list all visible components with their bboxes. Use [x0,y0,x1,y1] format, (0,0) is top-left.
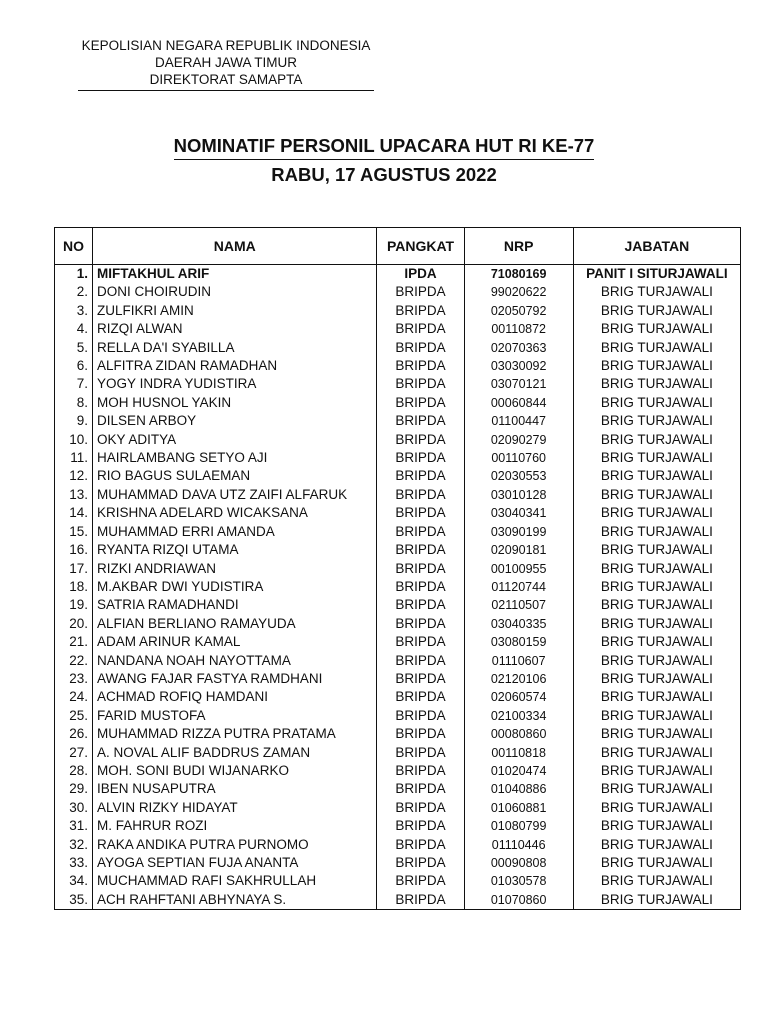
table-row [55,725,741,743]
table-body [55,265,741,910]
cell-nrp: 02070363 [464,339,573,357]
cell-no: 19. [55,596,93,614]
cell-nama: RIZQI ALWAN [93,320,377,338]
cell-no: 8. [55,394,93,412]
cell-nama: ZULFIKRI AMIN [93,302,377,320]
document-title-date: RABU, 17 AGUSTUS 2022 [271,164,497,185]
cell-nama: RIZKI ANDRIAWAN [93,560,377,578]
cell-nama: NANDANA NOAH NAYOTTAMA [93,652,377,670]
cell-no: 10. [55,431,93,449]
cell-pangkat: BRIPDA [377,541,464,559]
cell-nrp: 03030092 [464,357,573,375]
cell-jabatan: BRIG TURJAWALI [573,541,740,559]
cell-jabatan: BRIG TURJAWALI [573,872,740,890]
cell-pangkat: BRIPDA [377,817,464,835]
cell-no: 28. [55,762,93,780]
cell-nrp: 01100447 [464,412,573,430]
cell-pangkat: BRIPDA [377,652,464,670]
cell-nrp: 02090279 [464,431,573,449]
cell-no: 30. [55,799,93,817]
table-row [55,541,741,559]
cell-jabatan: BRIG TURJAWALI [573,891,740,910]
cell-jabatan: BRIG TURJAWALI [573,504,740,522]
cell-pangkat: BRIPDA [377,799,464,817]
cell-nama: ALFITRA ZIDAN RAMADHAN [93,357,377,375]
cell-pangkat: BRIPDA [377,412,464,430]
cell-nama: HAIRLAMBANG SETYO AJI [93,449,377,467]
cell-no: 25. [55,707,93,725]
cell-nama: ACH RAHFTANI ABHYNAYA S. [93,891,377,910]
cell-no: 3. [55,302,93,320]
cell-no: 5. [55,339,93,357]
table-row [55,744,741,762]
cell-nrp: 01030578 [464,872,573,890]
cell-nrp: 00100955 [464,560,573,578]
cell-pangkat: BRIPDA [377,560,464,578]
cell-pangkat: BRIPDA [377,762,464,780]
cell-pangkat: BRIPDA [377,891,464,910]
cell-no: 2. [55,283,93,301]
cell-nrp: 00110872 [464,320,573,338]
cell-jabatan: BRIG TURJAWALI [573,633,740,651]
cell-no: 16. [55,541,93,559]
cell-jabatan: BRIG TURJAWALI [573,799,740,817]
cell-pangkat: BRIPDA [377,780,464,798]
cell-nama: ALFIAN BERLIANO RAMAYUDA [93,615,377,633]
cell-pangkat: BRIPDA [377,707,464,725]
cell-nrp: 01080799 [464,817,573,835]
document-title [0,134,768,187]
cell-no: 33. [55,854,93,872]
letterhead-institution: KEPOLISIAN NEGARA REPUBLIK INDONESIA [81,38,371,53]
table-row [55,394,741,412]
cell-nama: RELLA DA'I SYABILLA [93,339,377,357]
cell-jabatan: BRIG TURJAWALI [573,854,740,872]
cell-nrp: 03040341 [464,504,573,522]
cell-pangkat: BRIPDA [377,670,464,688]
cell-jabatan: BRIG TURJAWALI [573,578,740,596]
cell-no: 11. [55,449,93,467]
table-row [55,891,741,910]
table-row [55,762,741,780]
cell-no: 12. [55,467,93,485]
cell-pangkat: BRIPDA [377,394,464,412]
cell-no: 27. [55,744,93,762]
cell-pangkat: BRIPDA [377,431,464,449]
cell-nama: ACHMAD ROFIQ HAMDANI [93,688,377,706]
table-row [55,578,741,596]
cell-nrp: 03080159 [464,633,573,651]
cell-pangkat: BRIPDA [377,725,464,743]
cell-nama: MUHAMMAD RIZZA PUTRA PRATAMA [93,725,377,743]
table-row [55,596,741,614]
cell-nrp: 02050792 [464,302,573,320]
table-row [55,872,741,890]
cell-pangkat: IPDA [377,265,464,284]
cell-no: 21. [55,633,93,651]
cell-nama: IBEN NUSAPUTRA [93,780,377,798]
cell-jabatan: BRIG TURJAWALI [573,836,740,854]
cell-nrp: 01060881 [464,799,573,817]
cell-jabatan: PANIT I SITURJAWALI [573,265,740,284]
cell-nama: MIFTAKHUL ARIF [93,265,377,284]
cell-no: 7. [55,375,93,393]
cell-no: 32. [55,836,93,854]
cell-nama: MUCHAMMAD RAFI SAKHRULLAH [93,872,377,890]
table-row [55,467,741,485]
cell-jabatan: BRIG TURJAWALI [573,486,740,504]
cell-nama: ALVIN RIZKY HIDAYAT [93,799,377,817]
header-nrp: NRP [464,228,573,265]
cell-jabatan: BRIG TURJAWALI [573,375,740,393]
table-row [55,339,741,357]
cell-nrp: 00110760 [464,449,573,467]
cell-pangkat: BRIPDA [377,744,464,762]
table-row [55,780,741,798]
table-row [55,707,741,725]
cell-pangkat: BRIPDA [377,283,464,301]
cell-no: 26. [55,725,93,743]
cell-nama: RYANTA RIZQI UTAMA [93,541,377,559]
cell-no: 9. [55,412,93,430]
table-row [55,633,741,651]
cell-nama: MUHAMMAD DAVA UTZ ZAIFI ALFARUK [93,486,377,504]
cell-jabatan: BRIG TURJAWALI [573,670,740,688]
cell-nrp: 01110607 [464,652,573,670]
cell-nrp: 03090199 [464,523,573,541]
cell-nama: KRISHNA ADELARD WICAKSANA [93,504,377,522]
cell-no: 14. [55,504,93,522]
cell-jabatan: BRIG TURJAWALI [573,780,740,798]
cell-nama: M. FAHRUR ROZI [93,817,377,835]
cell-nrp: 01020474 [464,762,573,780]
cell-jabatan: BRIG TURJAWALI [573,652,740,670]
table-row [55,486,741,504]
table-header-row [55,228,741,265]
cell-jabatan: BRIG TURJAWALI [573,523,740,541]
cell-nrp: 01040886 [464,780,573,798]
cell-pangkat: BRIPDA [377,375,464,393]
cell-no: 18. [55,578,93,596]
table-row [55,449,741,467]
cell-jabatan: BRIG TURJAWALI [573,817,740,835]
cell-nama: M.AKBAR DWI YUDISTIRA [93,578,377,596]
cell-nrp: 02110507 [464,596,573,614]
header-jabatan: JABATAN [573,228,740,265]
table-row [55,375,741,393]
cell-nrp: 01120744 [464,578,573,596]
cell-nama: SATRIA RAMADHANDI [93,596,377,614]
cell-jabatan: BRIG TURJAWALI [573,707,740,725]
cell-no: 15. [55,523,93,541]
cell-pangkat: BRIPDA [377,302,464,320]
cell-no: 31. [55,817,93,835]
table-row [55,357,741,375]
cell-nama: DONI CHOIRUDIN [93,283,377,301]
cell-jabatan: BRIG TURJAWALI [573,394,740,412]
cell-nrp: 03010128 [464,486,573,504]
cell-jabatan: BRIG TURJAWALI [573,357,740,375]
cell-nrp: 03040335 [464,615,573,633]
cell-nama: MUHAMMAD ERRI AMANDA [93,523,377,541]
cell-no: 4. [55,320,93,338]
cell-no: 17. [55,560,93,578]
cell-nrp: 02060574 [464,688,573,706]
document-title-main: NOMINATIF PERSONIL UPACARA HUT RI KE-77 [174,134,595,160]
cell-nama: FARID MUSTOFA [93,707,377,725]
header-nama: NAMA [93,228,377,265]
cell-jabatan: BRIG TURJAWALI [573,449,740,467]
cell-jabatan: BRIG TURJAWALI [573,320,740,338]
header-no: NO [55,228,93,265]
table-row [55,817,741,835]
cell-jabatan: BRIG TURJAWALI [573,560,740,578]
cell-nrp: 02090181 [464,541,573,559]
cell-pangkat: BRIPDA [377,320,464,338]
cell-pangkat: BRIPDA [377,467,464,485]
table-row [55,670,741,688]
cell-no: 1. [55,265,93,284]
cell-nama: YOGY INDRA YUDISTIRA [93,375,377,393]
table-row [55,652,741,670]
cell-jabatan: BRIG TURJAWALI [573,744,740,762]
cell-no: 22. [55,652,93,670]
cell-pangkat: BRIPDA [377,357,464,375]
table-row [55,615,741,633]
cell-pangkat: BRIPDA [377,486,464,504]
cell-nrp: 02100334 [464,707,573,725]
table-row [55,560,741,578]
cell-nama: MOH. SONI BUDI WIJANARKO [93,762,377,780]
cell-nama: ADAM ARINUR KAMAL [93,633,377,651]
table-row [55,523,741,541]
cell-nrp: 00080860 [464,725,573,743]
cell-no: 20. [55,615,93,633]
cell-nama: RIO BAGUS SULAEMAN [93,467,377,485]
cell-no: 23. [55,670,93,688]
cell-nrp: 71080169 [464,265,573,284]
table-row [55,283,741,301]
cell-nama: OKY ADITYA [93,431,377,449]
cell-jabatan: BRIG TURJAWALI [573,339,740,357]
cell-jabatan: BRIG TURJAWALI [573,596,740,614]
cell-no: 35. [55,891,93,910]
header-pangkat: PANGKAT [377,228,464,265]
table-row [55,320,741,338]
table-row [55,854,741,872]
cell-no: 6. [55,357,93,375]
cell-jabatan: BRIG TURJAWALI [573,615,740,633]
cell-nama: MOH HUSNOL YAKIN [93,394,377,412]
cell-jabatan: BRIG TURJAWALI [573,283,740,301]
cell-no: 24. [55,688,93,706]
table-row [55,431,741,449]
cell-no: 29. [55,780,93,798]
cell-pangkat: BRIPDA [377,449,464,467]
cell-pangkat: BRIPDA [377,523,464,541]
cell-pangkat: BRIPDA [377,854,464,872]
cell-nrp: 00090808 [464,854,573,872]
cell-nama: A. NOVAL ALIF BADDRUS ZAMAN [93,744,377,762]
cell-nama: DILSEN ARBOY [93,412,377,430]
cell-jabatan: BRIG TURJAWALI [573,762,740,780]
cell-jabatan: BRIG TURJAWALI [573,412,740,430]
cell-jabatan: BRIG TURJAWALI [573,725,740,743]
cell-no: 34. [55,872,93,890]
table-row [55,412,741,430]
cell-nrp: 02120106 [464,670,573,688]
cell-pangkat: BRIPDA [377,688,464,706]
table-row [55,504,741,522]
letterhead [78,37,374,91]
personnel-table [54,227,741,910]
table-row [55,302,741,320]
cell-nama: RAKA ANDIKA PUTRA PURNOMO [93,836,377,854]
cell-nama: AWANG FAJAR FASTYA RAMDHANI [93,670,377,688]
table-row [55,265,741,284]
cell-nama: AYOGA SEPTIAN FUJA ANANTA [93,854,377,872]
cell-nrp: 02030553 [464,467,573,485]
cell-nrp: 01070860 [464,891,573,910]
cell-pangkat: BRIPDA [377,578,464,596]
cell-nrp: 03070121 [464,375,573,393]
cell-pangkat: BRIPDA [377,596,464,614]
cell-pangkat: BRIPDA [377,633,464,651]
cell-pangkat: BRIPDA [377,872,464,890]
cell-pangkat: BRIPDA [377,339,464,357]
cell-pangkat: BRIPDA [377,615,464,633]
cell-pangkat: BRIPDA [377,504,464,522]
cell-nrp: 00110818 [464,744,573,762]
cell-jabatan: BRIG TURJAWALI [573,688,740,706]
cell-jabatan: BRIG TURJAWALI [573,431,740,449]
cell-pangkat: BRIPDA [377,836,464,854]
cell-nrp: 99020622 [464,283,573,301]
cell-nrp: 00060844 [464,394,573,412]
cell-jabatan: BRIG TURJAWALI [573,302,740,320]
table-row [55,799,741,817]
letterhead-region: DAERAH JAWA TIMUR [154,55,297,70]
cell-no: 13. [55,486,93,504]
letterhead-directorate: DIREKTORAT SAMAPTA [149,72,303,87]
cell-jabatan: BRIG TURJAWALI [573,467,740,485]
table-row [55,688,741,706]
cell-nrp: 01110446 [464,836,573,854]
table-row [55,836,741,854]
